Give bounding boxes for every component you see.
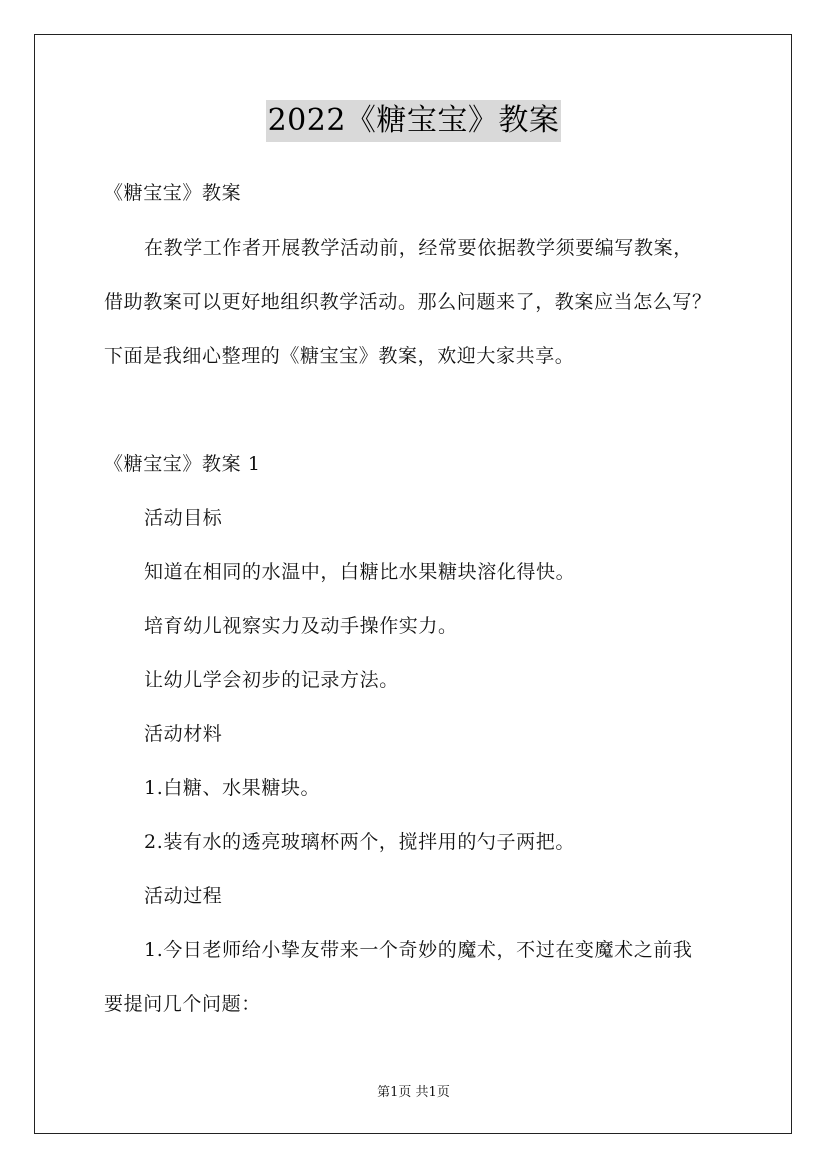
process-heading: 活动过程 <box>144 885 223 907</box>
process-line-1: 1.今日老师给小挚友带来一个奇妙的魔术，不过在变魔术之前我 <box>144 939 693 961</box>
materials-heading: 活动材料 <box>144 723 223 745</box>
title-container <box>0 100 827 142</box>
process-line-2: 要提问几个问题： <box>104 993 261 1015</box>
intro-line-2: 借助教案可以更好地组织教学活动。那么问题来了，教案应当怎么写？ <box>104 291 712 313</box>
intro-line-1: 在教学工作者开展教学活动前，经常要依据教学须要编写教案， <box>144 237 693 259</box>
material-item-1: 1.白糖、水果糖块。 <box>144 777 321 799</box>
goals-heading: 活动目标 <box>144 507 223 529</box>
material-item-2: 2.装有水的透亮玻璃杯两个，搅拌用的勺子两把。 <box>144 831 575 853</box>
intro-line-3: 下面是我细心整理的《糖宝宝》教案，欢迎大家共享。 <box>104 345 575 367</box>
section-heading: 《糖宝宝》教案 1 <box>104 453 261 475</box>
goal-item-3: 让幼儿学会初步的记录方法。 <box>144 669 399 691</box>
page-footer: 第1页 共1页 <box>377 1085 450 1100</box>
goal-item-1: 知道在相同的水温中，白糖比水果糖块溶化得快。 <box>144 561 576 583</box>
goal-item-2: 培育幼儿视察实力及动手操作实力。 <box>144 615 458 637</box>
document-subtitle: 《糖宝宝》教案 <box>104 182 242 204</box>
document-title: 2022《糖宝宝》教案 <box>266 100 562 142</box>
